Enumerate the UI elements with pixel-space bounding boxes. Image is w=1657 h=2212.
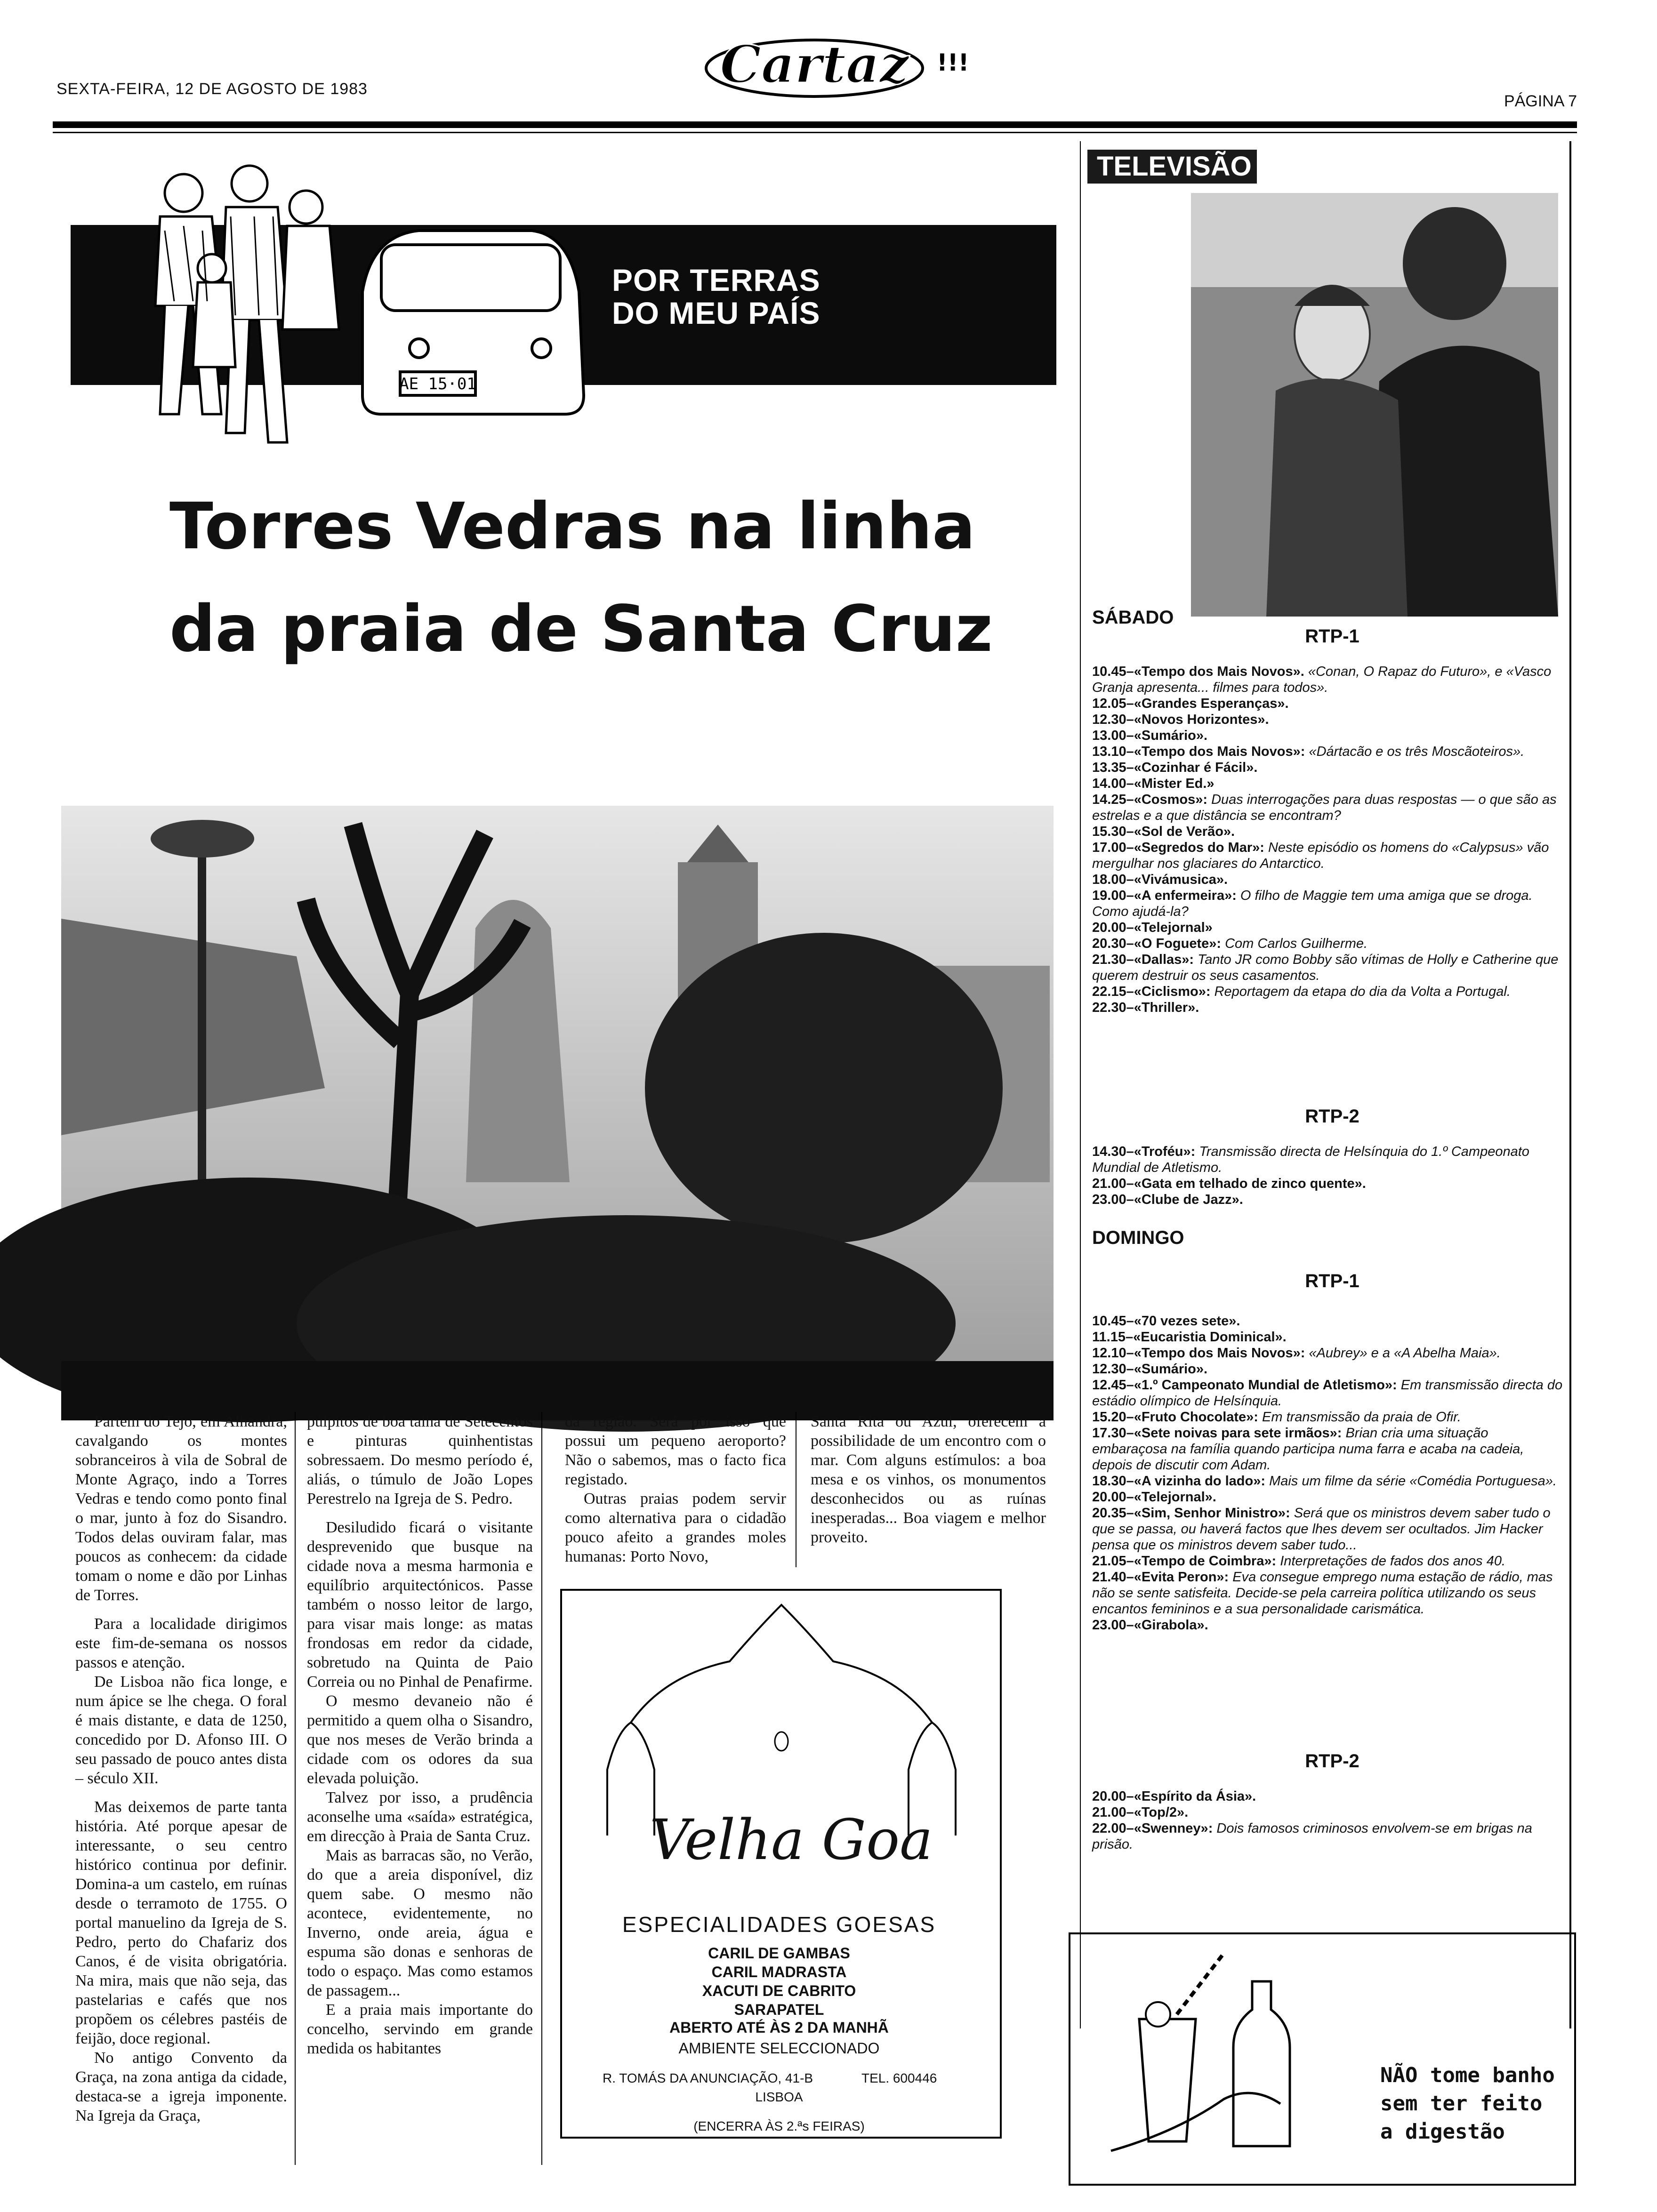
tv-program-description: Eva consegue emprego numa estação de rádio, mas não se sente satisfeita. Decide-se pela carreira política utilizando os seus encantos femininos e a sua personalidade carismática.	[1092, 1570, 1553, 1617]
tv-program: 11.15–«Eucaristia Dominical».	[1092, 1330, 1287, 1345]
warning-line: a digestão	[1380, 2120, 1505, 2144]
tv-program: 21.00–«Top/2».	[1092, 1805, 1189, 1820]
ad-dish-list	[560, 1944, 998, 2019]
tv-program: 12.10–«Tempo dos Mais Novos»: «Aubrey» e a «A Abelha Maia».	[1092, 1346, 1501, 1361]
ad-dish: XACUTI DE CABRITO	[702, 1982, 856, 1999]
tv-program-text: «O Foguete»:	[1134, 936, 1222, 951]
tv-program-text: 20.35	[1092, 1506, 1126, 1521]
tv-program-description: Duas interrogações para duas respostas — o que são as estrelas e a que distância se encontram?	[1092, 792, 1557, 823]
tv-program-description: Neste episódio os homens do «Calypsus» vão mergulhar nos glaciares do Antarctico.	[1092, 840, 1549, 871]
tv-program: 19.00–«A enfermeira»: O filho de Maggie tem uma amiga que se droga. Como ajudá-la?	[1092, 888, 1533, 919]
tv-program: 10.45–«70 vezes sete».	[1092, 1314, 1240, 1329]
tv-program-text: «Telejornal».	[1134, 1490, 1216, 1505]
article-paragraph: De Lisboa não fica longe, e num ápice se lhe chega. O foral é mais distante, e data de 1250, concedido por D. Afonso III. O seu passado de pouco antes dista – século XII.	[75, 1673, 287, 1787]
tv-schedule-saturday-rtp1	[1092, 664, 1563, 1016]
tv-program-text: «Cosmos»:	[1134, 792, 1208, 807]
headline-line2: da praia de Santa Cruz	[169, 592, 993, 666]
svg-text:!!!: !!!	[937, 49, 969, 76]
section-title-line2: DO MEU PAÍS	[612, 296, 820, 330]
tv-program: 20.00–«Telejornal»	[1092, 920, 1213, 935]
article-paragraph: púlpitos de boa talha de Setecentos e pinturas quinhentistas sobressaem. Do mesmo período é, aliás, o túmulo de João Lopes Perestrelo na Igreja de S. Pedro.	[307, 1413, 533, 1507]
article-paragraph: Santa Rita ou Azul, oferecem a possibilidade de um encontro com o mar. Com alguns estímulos: a boa mesa e os vinhos, os monumentos desconhecidos ou as ruínas inesperadas... Boa viagem e melhor proveito.	[811, 1413, 1046, 1546]
tv-program-description: Em transmissão da praia de Ofir.	[1262, 1410, 1461, 1425]
article-column-3	[565, 1412, 786, 1566]
tv-schedule-sunday-rtp1	[1092, 1313, 1563, 1633]
travellers-illustration	[118, 151, 598, 471]
tv-program: 23.00–«Girabola».	[1092, 1618, 1208, 1633]
tv-program-text: «Ciclismo»:	[1134, 984, 1211, 999]
tv-program-text: 15.30	[1092, 824, 1126, 839]
article-paragraph: Outras praias podem servir como alternativa para o cidadão pouco afeito a grandes moles humanas: Porto Novo,	[565, 1490, 786, 1565]
tv-program: 23.00–«Clube de Jazz».	[1092, 1192, 1243, 1207]
tv-program-text: 18.30	[1092, 1474, 1126, 1489]
section-title	[612, 264, 820, 329]
ad-dish: CARIL MADRASTA	[711, 1964, 847, 1980]
ad-closed-note: (ENCERRA ÀS 2.ªs FEIRAS)	[693, 2119, 865, 2133]
tv-section-title: TELEVISÃO	[1087, 150, 1257, 184]
tv-program: 22.30–«Thriller».	[1092, 1000, 1199, 1015]
tv-program-text: 20.00	[1092, 920, 1126, 935]
tv-channel-rtp2: RTP-2	[1305, 1751, 1359, 1771]
tv-program-description: Tanto JR como Bobby são vítimas de Holly e Catherine que querem destruir os seus casamentos.	[1092, 952, 1559, 983]
tv-program: 21.30–«Dallas»: Tanto JR como Bobby são vítimas de Holly e Catherine que querem destruir os seus casamentos.	[1092, 952, 1559, 983]
tv-program: 12.05–«Grandes Esperanças».	[1092, 696, 1289, 711]
ad-address: R. TOMÁS DA ANUNCIAÇÃO, 41-B	[603, 2071, 813, 2085]
tv-program-text: 22.30	[1092, 1000, 1126, 1015]
article-paragraph: da região. Será por isso que possui um pequeno aeroporto? Não o sabemos, mas o facto fica registado.	[565, 1413, 786, 1488]
tv-program-description: O filho de Maggie tem uma amiga que se droga. Como ajudá-la?	[1092, 888, 1533, 919]
article-paragraph: Mais as barracas são, no Verão, do que a areia disponível, diz quem sabe. O mesmo não acontece, evidentemente, no Inverno, onde areia, água e espuma são donas e senhoras de todo o espaço. Mas como estamos de passagem...	[307, 1847, 533, 1999]
tv-program-text: 11.15	[1092, 1330, 1126, 1345]
tv-schedule-saturday-rtp2	[1092, 1144, 1563, 1208]
tv-day-saturday: SÁBADO	[1092, 607, 1174, 628]
article-column-4	[811, 1412, 1046, 1547]
tv-program-text: «Sim, Senhor Ministro»:	[1134, 1506, 1290, 1521]
tv-program-text: «Novos Horizontes».	[1134, 712, 1269, 727]
article-paragraph: O mesmo devaneio não é permitido a quem olha o Sisandro, que nos meses de Verão brinda a cidade com os odores da sua elevada poluição.	[307, 1692, 533, 1787]
tv-program: 14.00–«Mister Ed.»	[1092, 776, 1215, 791]
torres-vedras-photo	[61, 806, 1054, 1420]
tv-program-text: 21.00	[1092, 1805, 1126, 1820]
tv-program-text: «Grandes Esperanças».	[1134, 696, 1289, 711]
tv-program-text: 13.10	[1092, 744, 1126, 759]
tv-program-text: 21.40	[1092, 1570, 1126, 1585]
tv-program-text: «Troféu»:	[1134, 1144, 1196, 1159]
tv-program-text: «Sumário».	[1134, 1362, 1208, 1377]
tv-program-description: «Conan, O Rapaz do Futuro», e «Vasco Granja apresenta... filmes para todos».	[1092, 664, 1552, 695]
tv-program-text: «Tempo dos Mais Novos»:	[1134, 744, 1305, 759]
svg-text:Cartaz: Cartaz	[720, 34, 909, 95]
tv-program-text: «Tempo de Coimbra»:	[1134, 1554, 1277, 1569]
tv-couple-photo	[1191, 193, 1558, 617]
tv-program-text: «Evita Peron»:	[1134, 1570, 1229, 1585]
top-rule-thin	[53, 132, 1577, 133]
tv-program-text: 12.30	[1092, 1362, 1126, 1377]
tv-program-description: Brian cria uma situação embaraçosa na família quando participa numa farra e acaba na cadeia, depois de discutir com Adam.	[1092, 1426, 1524, 1473]
ad-city: LISBOA	[755, 2090, 803, 2104]
tv-program: 20.00–«Telejornal».	[1092, 1490, 1216, 1505]
article-paragraph: Para a localidade dirigimos este fim-de-semana os nossos passos e atenção.	[75, 1615, 287, 1671]
tv-program-text: «Segredos do Mar»:	[1134, 840, 1264, 855]
article-paragraph: Talvez por isso, a prudência aconselhe uma «saída» estratégica, em direcção à Praia de Santa Cruz.	[307, 1789, 533, 1845]
tv-program-text: «Thriller».	[1134, 1000, 1199, 1015]
tv-program-text: 15.20	[1092, 1410, 1126, 1425]
tv-program: 12.30–«Novos Horizontes».	[1092, 712, 1269, 727]
tv-program: 14.25–«Cosmos»: Duas interrogações para duas respostas — o que são as estrelas e a que distância se encontram?	[1092, 792, 1557, 823]
tv-channel-rtp1: RTP-1	[1305, 1271, 1359, 1291]
tv-program: 12.30–«Sumário».	[1092, 1362, 1208, 1377]
tv-program-text: «1.º Campeonato Mundial de Atletismo»:	[1134, 1378, 1397, 1393]
tv-program-text: 10.45	[1092, 1314, 1126, 1329]
tv-program: 18.30–«A vizinha do lado»: Mais um filme da série «Comédia Portuguesa».	[1092, 1474, 1557, 1489]
tv-program-text: «Top/2».	[1134, 1805, 1189, 1820]
tv-program-text: «Gata em telhado de zinco quente».	[1134, 1176, 1366, 1191]
tv-program: 15.30–«Sol de Verão».	[1092, 824, 1235, 839]
tv-program: 20.00–«Espírito da Ásia».	[1092, 1789, 1256, 1804]
tv-program-text: 21.00	[1092, 1176, 1126, 1191]
tv-program-text: 12.45	[1092, 1378, 1126, 1393]
tv-program-text: 22.15	[1092, 984, 1126, 999]
tv-program-description: Será que os ministros devem saber tudo o que se passa, ou haverá factos que lhes devem ser ocultados. Jim Hacker pensa que os ministros devem saber tudo...	[1092, 1506, 1551, 1553]
section-title-line1: POR TERRAS	[612, 263, 820, 297]
tv-program-text: 20.00	[1092, 1490, 1126, 1505]
tv-program-text: «Swenney»:	[1134, 1821, 1213, 1836]
tv-program: 12.45–«1.º Campeonato Mundial de Atletismo»: Em transmissão directa do estádio olímpico de Helsínquia.	[1092, 1378, 1563, 1409]
tv-program-text: 23.00	[1092, 1618, 1126, 1633]
ad-dish: CARIL DE GAMBAS	[708, 1945, 850, 1962]
article-headline	[169, 475, 993, 681]
top-rule	[53, 121, 1577, 128]
license-plate: AE 15·01	[399, 375, 476, 393]
tv-program-text: «Mister Ed.»	[1134, 776, 1215, 791]
tv-program-text: 23.00	[1092, 1192, 1126, 1207]
masthead-logo	[701, 24, 969, 104]
tv-program: 10.45–«Tempo dos Mais Novos». «Conan, O Rapaz do Futuro», e «Vasco Granja apresenta... filmes para todos».	[1092, 664, 1552, 695]
tv-program-text: 12.05	[1092, 696, 1126, 711]
article-column-2	[307, 1412, 533, 2058]
tv-program-text: «70 vezes sete».	[1134, 1314, 1240, 1329]
tv-program-text: 13.35	[1092, 760, 1126, 775]
tv-program: 22.15–«Ciclismo»: Reportagem da etapa do dia da Volta a Portugal.	[1092, 984, 1511, 999]
tv-program-text: «Tempo dos Mais Novos»:	[1134, 1346, 1305, 1361]
tv-program: 14.30–«Troféu»: Transmissão directa de Helsínquia do 1.º Campeonato Mundial de Atletismo.	[1092, 1144, 1529, 1175]
tv-program-text: «A vizinha do lado»:	[1134, 1474, 1266, 1489]
tv-program: 15.20–«Fruto Chocolate»: Em transmissão da praia de Ofir.	[1092, 1410, 1461, 1425]
tv-program-text: «Sumário».	[1134, 728, 1208, 743]
ad-subtitle: ESPECIALIDADES GOESAS	[622, 1912, 936, 1937]
ad-hours: ABERTO ATÉ ÀS 2 DA MANHÃ	[669, 2019, 889, 2036]
article-paragraph: Partem do Tejo, em Alhandra, cavalgando os montes sobranceiros à vila de Sobral de Monte Agraço, indo a Torres Vedras e tendo como ponto final o mar, junto à foz do Sisandro. Todos delas ouviram falar, mas poucos as conhecem: da cidade tomam o nome e dão por Linhas de Torres.	[75, 1413, 287, 1604]
tv-program: 17.30–«Sete noivas para sete irmãos»: Brian cria uma situação embaraçosa na família quando participa numa farra e acaba na cadeia, depois de discutir com Adam.	[1092, 1426, 1524, 1473]
tv-program: 21.05–«Tempo de Coimbra»: Interpretações de fados dos anos 40.	[1092, 1554, 1506, 1569]
page-number: PÁGINA 7	[1504, 92, 1577, 110]
tv-program-text: 19.00	[1092, 888, 1126, 903]
tv-program-text: «Cozinhar é Fácil».	[1134, 760, 1258, 775]
tv-program-description: Mais um filme da série «Comédia Portuguesa».	[1269, 1474, 1557, 1489]
tv-program-description: «Dártacão e os três Moscãoteiros».	[1309, 744, 1525, 759]
tv-program-text: 21.05	[1092, 1554, 1126, 1569]
tv-program-text: «Fruto Chocolate»:	[1134, 1410, 1258, 1425]
tv-program-text: «Clube de Jazz».	[1134, 1192, 1243, 1207]
warning-line: sem ter feito	[1380, 2092, 1543, 2116]
tv-program: 21.40–«Evita Peron»: Eva consegue emprego numa estação de rádio, mas não se sente satisfeita. Decide-se pela carreira política utilizando os seus encantos femininos e a sua personalidade carismática.	[1092, 1570, 1553, 1617]
tv-program-description: Reportagem da etapa do dia da Volta a Portugal.	[1214, 984, 1511, 999]
tv-program: 18.00–«Vivámusica».	[1092, 872, 1228, 887]
tv-program-description: Em transmissão directa do estádio olímpico de Helsínquia.	[1092, 1378, 1563, 1409]
tv-program-text: «Sol de Verão».	[1134, 824, 1235, 839]
tv-program-text: 22.00	[1092, 1821, 1126, 1836]
tv-program-text: «Vivámusica».	[1134, 872, 1228, 887]
warning-line: NÃO tome banho	[1380, 2063, 1555, 2087]
tv-program: 21.00–«Gata em telhado de zinco quente».	[1092, 1176, 1366, 1191]
article-paragraph: Mas deixemos de parte tanta história. Até porque apesar de interessante, o seu centro histórico continua por definir. Domina-a um castelo, em ruínas desde o terramoto de 1755. O portal manuelino da Igreja de S. Pedro, perto do Chafariz dos Canos, é de visita obrigatória. Na mira, mais que não seja, das pastelarias e cafés que nos propõem os célebres pastéis de feijão, doce regional.	[75, 1798, 287, 2047]
digestion-warning-text	[1380, 2061, 1555, 2146]
tv-program-text: 12.30	[1092, 712, 1126, 727]
tv-program-text: «Girabola».	[1134, 1618, 1208, 1633]
tv-program-text: 12.10	[1092, 1346, 1126, 1361]
tv-program: 22.00–«Swenney»: Dois famosos criminosos envolvem-se em brigas na prisão.	[1092, 1821, 1532, 1852]
tv-program-text: «Eucaristia Dominical».	[1133, 1330, 1287, 1345]
tv-program-text: 10.45	[1092, 664, 1126, 679]
tv-day-sunday: DOMINGO	[1092, 1227, 1184, 1248]
tv-program-text: «Telejornal»	[1134, 920, 1213, 935]
tv-program-text: «Dallas»:	[1134, 952, 1194, 967]
tv-program-text: 18.00	[1092, 872, 1126, 887]
dome-illustration	[588, 1600, 974, 1835]
tv-program-text: 14.25	[1092, 792, 1126, 807]
tv-program-text: «Sete noivas para sete irmãos»:	[1134, 1426, 1342, 1441]
column-divider	[295, 1412, 296, 2165]
tv-program: 20.35–«Sim, Senhor Ministro»: Será que os ministros devem saber tudo o que se passa, ou haverá factos que lhes devem ser ocultados. Jim Hacker pensa que os ministros devem saber tudo...	[1092, 1506, 1551, 1553]
tv-program-text: 17.00	[1092, 840, 1126, 855]
tv-program: 13.10–«Tempo dos Mais Novos»: «Dártacão e os três Moscãoteiros».	[1092, 744, 1525, 759]
tv-program: 20.30–«O Foguete»: Com Carlos Guilherme.	[1092, 936, 1368, 951]
column-divider	[541, 1412, 542, 2165]
tv-program-text: «A enfermeira»:	[1134, 888, 1237, 903]
tv-program-description: Dois famosos criminosos envolvem-se em brigas na prisão.	[1092, 1821, 1532, 1852]
article-paragraph: No antigo Convento da Graça, na zona antiga da cidade, destaca-se a igreja imponente. Na Igreja da Graça,	[75, 2049, 287, 2124]
ad-dish: SARAPATEL	[734, 2001, 824, 2018]
tv-program-text: 14.30	[1092, 1144, 1126, 1159]
tv-program-text: 20.00	[1092, 1789, 1126, 1804]
tv-program-description: Interpretações de fados dos anos 40.	[1280, 1554, 1506, 1569]
article-paragraph: Desiludido ficará o visitante desprevenido que busque na cidade nova a mesma harmonia e equilíbrio arquitectónicos. Passe também o nosso leitor de largo, para visar mais longe: as matas frondosas em redor da cidade, sobretudo na Quinta de Paio Correia ou no Pinhal de Penafirme.	[307, 1519, 533, 1691]
tv-program-text: 14.00	[1092, 776, 1126, 791]
issue-date: SEXTA-FEIRA, 12 DE AGOSTO DE 1983	[56, 80, 368, 98]
tv-program-text: 21.30	[1092, 952, 1126, 967]
tv-schedule-sunday-rtp2	[1092, 1788, 1563, 1852]
tv-program-description: Com Carlos Guilherme.	[1225, 936, 1368, 951]
tv-channel-rtp2: RTP-2	[1305, 1106, 1359, 1127]
tv-program: 13.35–«Cozinhar é Fácil».	[1092, 760, 1258, 775]
tv-program-text: 20.30	[1092, 936, 1126, 951]
drink-and-bottle-illustration	[1083, 1944, 1346, 2170]
tv-program-text: «Espírito da Ásia».	[1134, 1789, 1256, 1804]
tv-program: 17.00–«Segredos do Mar»: Neste episódio os homens do «Calypsus» vão mergulhar nos glaciares do Antarctico.	[1092, 840, 1549, 871]
tv-program-description: Transmissão directa de Helsínquia do 1.º Campeonato Mundial de Atletismo.	[1092, 1144, 1529, 1175]
headline-line1: Torres Vedras na linha	[169, 489, 975, 564]
ad-phone: TEL. 600446	[861, 2071, 937, 2085]
article-column-1	[75, 1412, 287, 2125]
article-paragraph: E a praia mais importante do concelho, servindo em grande medida os habitantes	[307, 2001, 533, 2057]
ad-brand: Velha Goa	[650, 1807, 933, 1872]
tv-program-text: «Tempo dos Mais Novos».	[1134, 664, 1304, 679]
ad-ambience: AMBIENTE SELECCIONADO	[678, 2040, 880, 2057]
tv-program-text: 17.30	[1092, 1426, 1126, 1441]
tv-program-description: «Aubrey» e a «A Abelha Maia».	[1309, 1346, 1501, 1361]
tv-channel-rtp1: RTP-1	[1305, 626, 1359, 647]
tv-program: 13.00–«Sumário».	[1092, 728, 1208, 743]
tv-program-text: 13.00	[1092, 728, 1126, 743]
